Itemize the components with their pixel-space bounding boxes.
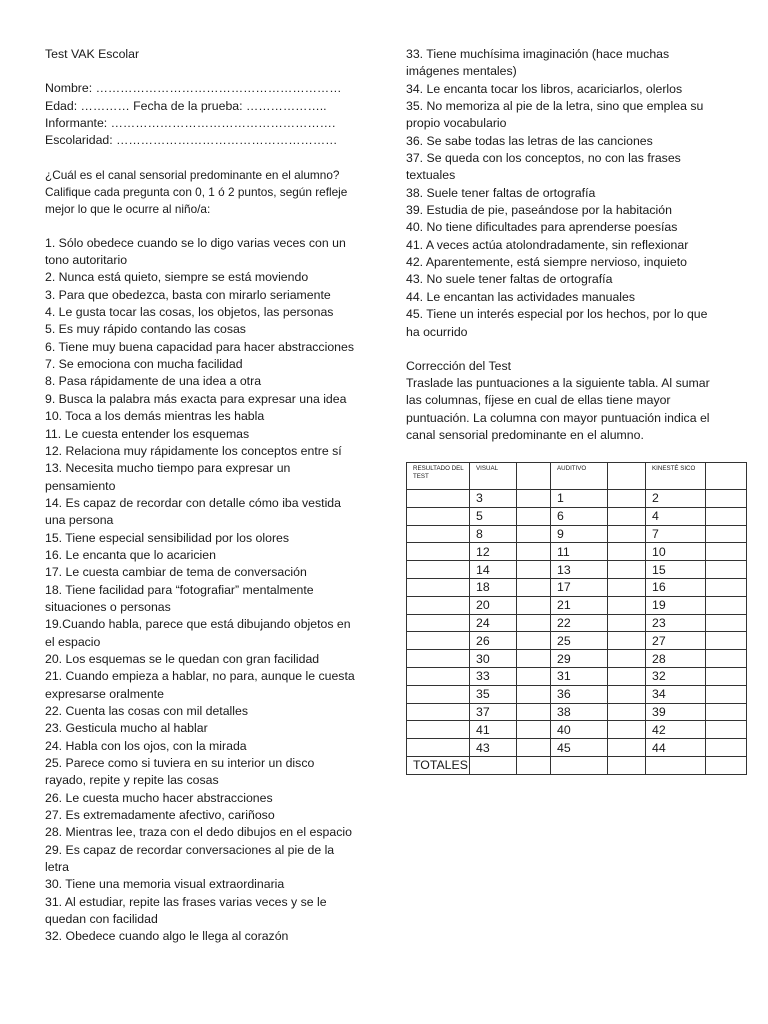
question-line: 27. Es extremadamente afectivo, cariñoso: [45, 808, 275, 823]
question-line: 2. Nunca está quieto, siempre se está moviendo: [45, 270, 309, 285]
question-list-left: [45, 235, 375, 946]
table-cell: [608, 756, 646, 774]
table-cell: 24: [470, 614, 517, 632]
question-line: 11. Le cuesta entender los esquemas: [45, 426, 250, 441]
table-cell: [608, 667, 646, 685]
table-row: [407, 490, 747, 508]
question-line: 44. Le encantan las actividades manuales: [406, 289, 636, 304]
table-row: [407, 721, 747, 739]
intro-line: mejor lo que le ocurre al niño/a:: [45, 201, 211, 216]
table-cell: [407, 739, 470, 757]
question-line: 17. Le cuesta cambiar de tema de conversación: [45, 565, 307, 580]
question-line: una persona: [45, 513, 114, 528]
table-cell: [517, 721, 551, 739]
table-cell: 10: [646, 543, 706, 561]
header-kinestesico-score: [706, 463, 747, 490]
question-line: situaciones o personas: [45, 599, 171, 614]
table-cell: 15: [646, 561, 706, 579]
table-cell: 11: [551, 543, 608, 561]
table-row: [407, 685, 747, 703]
table-row: [407, 703, 747, 721]
table-header-row: [407, 463, 747, 490]
table-cell: 12: [470, 543, 517, 561]
question-line: 32. Obedece cuando algo le llega al corazón: [45, 929, 289, 944]
table-cell: [706, 543, 747, 561]
question-line: imágenes mentales): [406, 64, 517, 79]
question-line: 26. Le cuesta mucho hacer abstracciones: [45, 790, 273, 805]
table-cell: [706, 667, 747, 685]
table-cell: 16: [646, 578, 706, 596]
question-line: 40. No tiene dificultades para aprenderse poesías: [406, 220, 678, 235]
table-cell: 17: [551, 578, 608, 596]
question-line: 21. Cuando empieza a hablar, no para, aunque le cuesta: [45, 669, 355, 684]
table-cell: [608, 561, 646, 579]
table-cell: [706, 578, 747, 596]
table-cell: 43: [470, 739, 517, 757]
table-cell: [608, 703, 646, 721]
question-line: 10. Toca a los demás mientras les habla: [45, 409, 265, 424]
table-cell: [407, 507, 470, 525]
question-line: 28. Mientras lee, traza con el dedo dibujos en el espacio: [45, 825, 352, 840]
table-cell: [706, 685, 747, 703]
question-line: 31. Al estudiar, repite las frases varias veces y se le: [45, 894, 327, 909]
table-cell: 19: [646, 596, 706, 614]
table-cell: 44: [646, 739, 706, 757]
totals-row: [407, 756, 747, 774]
table-cell: [517, 596, 551, 614]
question-line: el espacio: [45, 634, 101, 649]
table-cell: [706, 596, 747, 614]
question-line: 43. No suele tener faltas de ortografía: [406, 272, 613, 287]
table-cell: [517, 685, 551, 703]
question-line: 45. Tiene un interés especial por los hechos, por lo que: [406, 307, 708, 322]
question-line: 3. Para que obedezca, basta con mirarlo seriamente: [45, 287, 331, 302]
question-line: 36. Se sabe todas las letras de las canciones: [406, 133, 653, 148]
table-cell: [517, 525, 551, 543]
correction-line: las columnas, fíjese en cual de ellas tiene mayor: [406, 393, 671, 408]
table-cell: 37: [470, 703, 517, 721]
question-line: tono autoritario: [45, 253, 128, 268]
table-cell: 36: [551, 685, 608, 703]
table-row: [407, 739, 747, 757]
table-cell: [608, 578, 646, 596]
correction-section: [406, 358, 728, 444]
question-line: 35. No memoriza al pie de la letra, sino que emplea su: [406, 99, 704, 114]
table-cell: [706, 739, 747, 757]
question-line: 15. Tiene especial sensibilidad por los olores: [45, 530, 290, 545]
table-cell: 3: [470, 490, 517, 508]
question-line: 9. Busca la palabra más exacta para expresar una idea: [45, 391, 347, 406]
table-cell: [608, 543, 646, 561]
table-cell: 33: [470, 667, 517, 685]
table-cell: 42: [646, 721, 706, 739]
table-cell: [608, 721, 646, 739]
table-cell: 41: [470, 721, 517, 739]
question-line: quedan con facilidad: [45, 912, 158, 927]
table-row: [407, 667, 747, 685]
table-row: [407, 596, 747, 614]
header-resultado: RESULTADO DEL TEST: [407, 463, 470, 490]
table-row: [407, 561, 747, 579]
table-cell: [517, 650, 551, 668]
table-cell: 35: [470, 685, 517, 703]
field-informante: Informante: ……………………………………………….: [45, 116, 336, 131]
table-row: [407, 543, 747, 561]
question-line: 24. Habla con los ojos, con la mirada: [45, 738, 247, 753]
question-line: 41. A veces actúa atolondradamente, sin reflexionar: [406, 237, 689, 252]
question-line: 7. Se emociona con mucha facilidad: [45, 357, 243, 372]
table-cell: 31: [551, 667, 608, 685]
correction-line: Traslade las puntuaciones a la siguiente tabla. Al sumar: [406, 376, 710, 391]
question-line: 33. Tiene muchísima imaginación (hace muchas: [406, 47, 670, 61]
question-line: 5. Es muy rápido contando las cosas: [45, 322, 246, 337]
question-line: 37. Se queda con los conceptos, no con las frases: [406, 151, 681, 166]
table-cell: [407, 543, 470, 561]
table-cell: [517, 667, 551, 685]
question-line: 22. Cuenta las cosas con mil detalles: [45, 704, 249, 718]
table-cell: [407, 490, 470, 508]
question-line: 38. Suele tener faltas de ortografía: [406, 185, 596, 200]
correction-line: canal sensorial predominante en el alumno.: [406, 428, 644, 443]
table-cell: [407, 525, 470, 543]
header-kinestesico: KINESTÉ SICO: [646, 463, 706, 490]
question-line: 13. Necesita mucho tiempo para expresar un: [45, 461, 291, 476]
table-cell: [608, 739, 646, 757]
table-cell: [608, 614, 646, 632]
question-line: 6. Tiene muy buena capacidad para hacer abstracciones: [45, 339, 354, 354]
question-line: 30. Tiene una memoria visual extraordinaria: [45, 877, 285, 892]
question-line: ha ocurrido: [406, 324, 468, 339]
question-line: 4. Le gusta tocar las cosas, los objetos, las personas: [45, 305, 334, 320]
table-cell: 8: [470, 525, 517, 543]
table-cell: 2: [646, 490, 706, 508]
intro-line: ¿Cuál es el canal sensorial predominante en el alumno?: [45, 167, 340, 182]
table-cell: [706, 650, 747, 668]
question-list-right: [406, 46, 728, 341]
table-cell: [706, 632, 747, 650]
table-row: [407, 578, 747, 596]
table-cell: [517, 543, 551, 561]
table-cell: [517, 507, 551, 525]
table-cell: [608, 525, 646, 543]
correction-line: puntuación. La columna con mayor puntuación indica el: [406, 410, 710, 425]
right-column: [406, 46, 728, 444]
table-row: [407, 507, 747, 525]
document-title: Test VAK Escolar: [45, 47, 140, 61]
header-auditivo-score: [608, 463, 646, 490]
question-line: 20. Los esquemas se le quedan con gran facilidad: [45, 651, 320, 666]
table-cell: [706, 490, 747, 508]
question-line: 1. Sólo obedece cuando se lo digo varias veces con un: [45, 235, 346, 250]
table-cell: [706, 507, 747, 525]
table-cell: 40: [551, 721, 608, 739]
question-line: letra: [45, 860, 69, 875]
question-line: pensamiento: [45, 478, 116, 493]
question-line: rayado, repite y repite las cosas: [45, 773, 219, 788]
table-cell: [407, 614, 470, 632]
left-column: [45, 46, 375, 946]
question-line: 25. Parece como si tuviera en su interior un disco: [45, 756, 315, 771]
table-cell: 20: [470, 596, 517, 614]
question-line: 29. Es capaz de recordar conversaciones al pie de la: [45, 842, 335, 857]
table-cell: [608, 596, 646, 614]
table-cell: [517, 632, 551, 650]
table-cell: [706, 703, 747, 721]
table-cell: 32: [646, 667, 706, 685]
table-cell: 9: [551, 525, 608, 543]
table-cell: 26: [470, 632, 517, 650]
table-cell: 13: [551, 561, 608, 579]
table-cell: [517, 756, 551, 774]
table-cell: [706, 525, 747, 543]
question-line: 8. Pasa rápidamente de una idea a otra: [45, 374, 262, 389]
table-cell: [517, 561, 551, 579]
table-cell: TOTALES: [407, 756, 470, 774]
table-cell: [646, 756, 706, 774]
table-cell: [706, 756, 747, 774]
table-cell: [470, 756, 517, 774]
table-cell: 38: [551, 703, 608, 721]
table-cell: [407, 703, 470, 721]
table-row: [407, 632, 747, 650]
table-cell: [407, 721, 470, 739]
table-cell: [706, 561, 747, 579]
table-cell: 4: [646, 507, 706, 525]
table-cell: [407, 561, 470, 579]
table-cell: 27: [646, 632, 706, 650]
table-cell: 30: [470, 650, 517, 668]
table-cell: [517, 490, 551, 508]
table-cell: [407, 685, 470, 703]
table-cell: [517, 578, 551, 596]
table-cell: 23: [646, 614, 706, 632]
table-row: [407, 614, 747, 632]
table-cell: [608, 685, 646, 703]
question-line: 34. Le encanta tocar los libros, acariciarlos, olerlos: [406, 81, 683, 96]
header-visual-score: [517, 463, 551, 490]
correction-heading: Corrección del Test: [406, 358, 512, 373]
table-row: [407, 525, 747, 543]
table-cell: [407, 667, 470, 685]
table-cell: [608, 650, 646, 668]
question-line: 16. Le encanta que lo acaricien: [45, 547, 216, 562]
table-cell: 6: [551, 507, 608, 525]
table-cell: 25: [551, 632, 608, 650]
field-edad-fecha: Edad: ………… Fecha de la prueba: ………………..: [45, 98, 327, 113]
header-auditivo: AUDITIVO: [551, 463, 608, 490]
table-cell: 45: [551, 739, 608, 757]
question-line: 23. Gesticula mucho al hablar: [45, 721, 208, 736]
header-visual: VISUAL: [470, 463, 517, 490]
table-cell: [551, 756, 608, 774]
table-cell: [407, 596, 470, 614]
question-line: 42. Aparentemente, está siempre nervioso, inquieto: [406, 255, 687, 270]
question-line: 19.Cuando habla, parece que está dibujando objetos en: [45, 617, 351, 632]
table-cell: 14: [470, 561, 517, 579]
table-cell: 7: [646, 525, 706, 543]
question-line: propio vocabulario: [406, 116, 507, 131]
field-escolaridad: Escolaridad: ………………………………………………: [45, 133, 338, 148]
table-cell: 1: [551, 490, 608, 508]
table-cell: [608, 507, 646, 525]
table-cell: 18: [470, 578, 517, 596]
table-cell: [608, 490, 646, 508]
table-cell: 34: [646, 685, 706, 703]
intro-text: [45, 167, 375, 218]
table-cell: [608, 632, 646, 650]
table-cell: [407, 650, 470, 668]
question-line: 39. Estudia de pie, paseándose por la habitación: [406, 203, 672, 218]
table-cell: 29: [551, 650, 608, 668]
table-cell: [706, 614, 747, 632]
question-line: 12. Relaciona muy rápidamente los conceptos entre sí: [45, 443, 342, 458]
question-line: 18. Tiene facilidad para “fotografiar” mentalmente: [45, 582, 314, 597]
question-line: expresarse oralmente: [45, 686, 164, 701]
table-cell: [517, 739, 551, 757]
question-line: textuales: [406, 168, 456, 183]
table-cell: 21: [551, 596, 608, 614]
table-row: [407, 650, 747, 668]
question-line: 14. Es capaz de recordar con detalle cómo iba vestida: [45, 495, 341, 510]
table-cell: [517, 703, 551, 721]
table-cell: [407, 578, 470, 596]
table-cell: 28: [646, 650, 706, 668]
table-cell: [517, 614, 551, 632]
table-cell: [407, 632, 470, 650]
table-cell: 22: [551, 614, 608, 632]
field-nombre: Nombre: ……………………………………………………: [45, 81, 342, 96]
intro-line: Califique cada pregunta con 0, 1 ó 2 puntos, según refleje: [45, 184, 348, 199]
table-cell: 39: [646, 703, 706, 721]
table-cell: 5: [470, 507, 517, 525]
score-table: [406, 462, 747, 775]
table-cell: [706, 721, 747, 739]
